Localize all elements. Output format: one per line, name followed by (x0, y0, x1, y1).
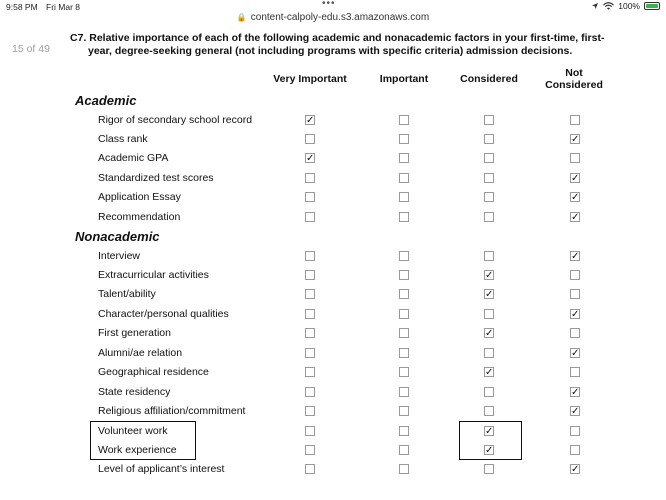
checkbox-very-important[interactable]: ✓ (306, 153, 315, 165)
checkbox-considered[interactable] (484, 464, 494, 474)
checkbox-important[interactable] (399, 173, 409, 183)
checkbox-considered[interactable] (484, 173, 494, 183)
checkbox-not-considered[interactable]: ✓ (571, 406, 580, 418)
checkbox-not-considered[interactable] (570, 328, 580, 338)
checkbox-considered[interactable] (484, 387, 494, 397)
checkbox-very-important[interactable] (305, 367, 315, 377)
column-not-considered-line1: Not (565, 67, 583, 79)
url-bar[interactable] (0, 12, 666, 28)
column-not-considered (534, 67, 614, 91)
checkbox-considered[interactable] (484, 309, 494, 319)
column-not-considered-line2: Considered (545, 79, 603, 91)
row-label: Alumni/ae relation (98, 346, 183, 359)
row-label: Class rank (98, 132, 148, 145)
checkbox-very-important[interactable] (305, 192, 315, 202)
battery-icon (644, 2, 660, 10)
row-label: Extracurricular activities (98, 268, 209, 281)
checkbox-important[interactable] (399, 270, 409, 280)
question-line-1: C7. Relative importance of each of the following academic and nonacademic factors in your first-time, first- (70, 32, 605, 44)
checkbox-considered[interactable] (484, 115, 494, 125)
location-icon (591, 2, 599, 10)
row-label: Character/personal qualities (98, 307, 229, 320)
column-important: Important (379, 73, 429, 85)
checkbox-important[interactable] (399, 426, 409, 436)
column-considered: Considered (460, 73, 518, 85)
checkbox-considered[interactable] (484, 134, 494, 144)
status-left (6, 2, 86, 12)
checkbox-important[interactable] (399, 348, 409, 358)
checkbox-very-important[interactable] (305, 348, 315, 358)
checkbox-considered[interactable]: ✓ (485, 328, 494, 340)
checkbox-not-considered[interactable] (570, 115, 580, 125)
row-label: Talent/ability (98, 288, 156, 301)
checkbox-not-considered[interactable] (570, 445, 580, 455)
checkbox-not-considered[interactable]: ✓ (571, 133, 580, 145)
checkbox-very-important[interactable] (305, 212, 315, 222)
battery-percent: 100% (618, 1, 640, 11)
row-label: First generation (98, 327, 171, 340)
checkbox-not-considered[interactable]: ✓ (571, 308, 580, 320)
section-nonacademic: Nonacademic (75, 229, 160, 244)
checkbox-considered[interactable] (484, 406, 494, 416)
checkbox-not-considered[interactable] (570, 367, 580, 377)
lock-icon: 🔒 (236, 13, 247, 22)
row-label: Interview (98, 249, 141, 262)
row-label: Work experience (98, 444, 177, 456)
row-label: Geographical residence (98, 366, 209, 379)
checkbox-important[interactable] (399, 251, 409, 261)
checkbox-not-considered[interactable] (570, 153, 580, 163)
checkbox-considered[interactable] (484, 251, 494, 261)
row-label: Academic GPA (98, 152, 169, 165)
section-academic: Academic (75, 93, 137, 108)
status-right (591, 1, 660, 11)
checkbox-very-important[interactable] (305, 387, 315, 397)
checkbox-not-considered[interactable]: ✓ (571, 464, 580, 476)
checkbox-very-important[interactable] (305, 309, 315, 319)
checkbox-considered[interactable] (484, 153, 494, 163)
checkbox-not-considered[interactable]: ✓ (571, 347, 580, 359)
question-title (70, 32, 630, 57)
checkbox-considered[interactable] (484, 192, 494, 202)
checkbox-considered[interactable]: ✓ (485, 445, 494, 456)
checkbox-considered[interactable]: ✓ (485, 269, 494, 281)
row-label: Volunteer work (98, 424, 168, 437)
checkbox-not-considered[interactable] (570, 289, 580, 299)
checkbox-important[interactable] (399, 134, 409, 144)
checkbox-important[interactable] (399, 115, 409, 125)
column-very-important: Very Important (273, 73, 347, 85)
checkbox-very-important[interactable]: ✓ (306, 114, 315, 126)
question-line-2: year, degree-seeking general (not including programs with specific criteria) admission decisions. (88, 44, 573, 57)
checkbox-very-important[interactable] (305, 251, 315, 261)
checkbox-very-important[interactable] (305, 406, 315, 416)
checkbox-important[interactable] (399, 445, 409, 455)
checkbox-considered[interactable]: ✓ (485, 367, 494, 379)
checkbox-very-important[interactable] (305, 426, 315, 436)
row-label: State residency (98, 385, 171, 398)
checkbox-not-considered[interactable]: ✓ (571, 386, 580, 398)
checkbox-important[interactable] (399, 309, 409, 319)
row-label: Religious affiliation/commitment (98, 405, 246, 418)
checkbox-important[interactable] (399, 367, 409, 377)
row-label: Level of applicant’s interest (98, 463, 225, 476)
url-text: content-calpoly-edu.s3.amazonaws.com (250, 12, 430, 23)
checkbox-important[interactable] (399, 464, 409, 474)
checkbox-important[interactable] (399, 387, 409, 397)
checkbox-important[interactable] (399, 153, 409, 163)
row-label: Recommendation (98, 210, 181, 223)
checkbox-considered[interactable] (484, 212, 494, 222)
checkbox-important[interactable] (399, 192, 409, 202)
checkbox-considered[interactable]: ✓ (485, 425, 494, 437)
highlight-box-considered (459, 421, 522, 460)
checkbox-not-considered[interactable]: ✓ (571, 172, 580, 184)
checkbox-not-considered[interactable]: ✓ (571, 192, 580, 204)
checkbox-considered[interactable] (484, 348, 494, 358)
checkbox-not-considered[interactable]: ✓ (571, 211, 580, 223)
checkbox-not-considered[interactable] (570, 426, 580, 436)
page-indicator: 15 of 49 (12, 43, 50, 55)
checkbox-very-important[interactable] (305, 328, 315, 338)
checkbox-important[interactable] (399, 328, 409, 338)
wifi-icon (603, 2, 614, 10)
status-time: 9:58 PM (6, 2, 38, 12)
status-date: Fri Mar 8 (46, 2, 81, 12)
checkbox-important[interactable] (399, 406, 409, 416)
row-label: Rigor of secondary school record (98, 113, 253, 126)
row-label: Standardized test scores (98, 171, 214, 184)
checkbox-very-important[interactable] (305, 134, 315, 144)
multitasking-dots-icon[interactable]: ••• (322, 0, 336, 9)
checkbox-important[interactable] (399, 289, 409, 299)
checkbox-very-important[interactable] (305, 289, 315, 299)
row-label: Application Essay (98, 191, 181, 204)
checkbox-very-important[interactable] (305, 464, 315, 474)
checkbox-not-considered[interactable] (570, 270, 580, 280)
checkbox-very-important[interactable] (305, 270, 315, 280)
checkbox-not-considered[interactable]: ✓ (571, 250, 580, 262)
highlight-box-labels (90, 421, 196, 460)
checkbox-very-important[interactable] (305, 173, 315, 183)
checkbox-important[interactable] (399, 212, 409, 222)
checkbox-considered[interactable]: ✓ (485, 289, 494, 301)
checkbox-very-important[interactable] (305, 445, 315, 455)
